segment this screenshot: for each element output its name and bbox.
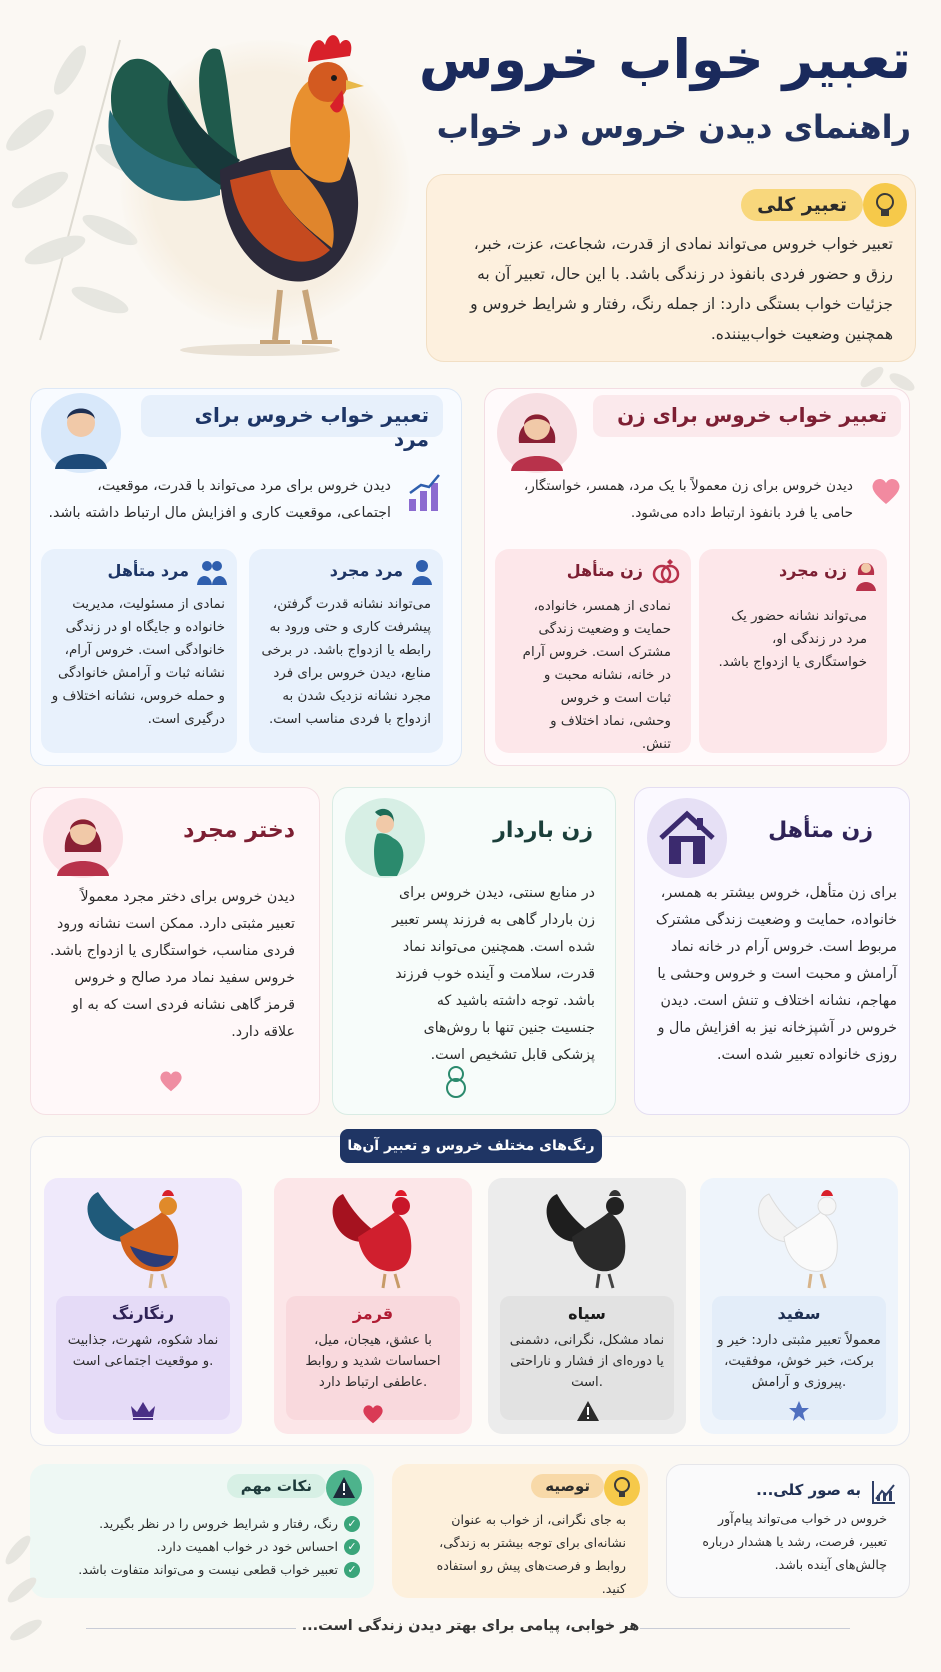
single-girl-title: دختر مجرد bbox=[183, 818, 295, 843]
man-intro: دیدن خروس برای مرد می‌تواند با قدرت، موقعیت، اجتماعی، موقعیت کاری و افزایش مال ارتباط داشته باشد. bbox=[48, 478, 391, 521]
single-girl-text: دیدن خروس برای دختر مجرد معمولاً تعبیر مثبتی دارد. ممکن است نشانه ورود فردی مناسب، خواستگاری یا ازدواج باشد. خروس سفید نماد مرد صالح و خروس قرمز گاهی نشانه فردی است که به او علاقه دارد. bbox=[50, 889, 295, 1040]
notes-list bbox=[48, 1512, 360, 1581]
man-title: تعبیر خواب خروس برای مرد bbox=[194, 403, 429, 451]
man-single-text: می‌تواند نشانه قدرت گرفتن، پیشرفت کاری و حتی ورود به رابطه یا ازدواج باشد. در برخی منابع، دیدن خروس برای فرد مجرد نشانه نزدیک شدن به ازدواج با فردی مناسب است. bbox=[261, 597, 431, 727]
white-rooster-image bbox=[739, 1182, 859, 1292]
chart-icon bbox=[871, 1479, 897, 1509]
summary-text: خروس در خواب می‌تواند پیام‌آور تعبیر، فرصت، رشد یا هشدار درباره چالش‌های آینده باشد. bbox=[702, 1511, 887, 1572]
general-label: تعبیر کلی bbox=[741, 189, 863, 221]
color-text-black: نماد مشکل، نگرانی، دشمنی یا دوره‌ای از فشار و ناراحتی است. bbox=[509, 1333, 665, 1390]
note-item: ✓ رنگ، رفتار و شرایط خروس را در نظر بگیرید. bbox=[48, 1512, 360, 1535]
heart-icon bbox=[871, 477, 901, 509]
woman-title: تعبیر خواب خروس برای زن bbox=[617, 403, 887, 427]
pregnant-avatar bbox=[345, 798, 425, 878]
color-card-black bbox=[488, 1178, 686, 1434]
advice-card bbox=[392, 1464, 648, 1598]
notes-title: نکات مهم bbox=[227, 1474, 326, 1498]
warning-icon bbox=[576, 1400, 600, 1426]
general-text: تعبیر خواب خروس می‌تواند نمادی از قدرت، شجاعت، عزت، خبر، رزق و حضور فردی بانفوذ در زندگی باشد. با این حال، تعبیر آن به جزئیات خواب بستگی دارد: از جمله رنگ، رفتار و شرایط خروس و همچنین وضعیت خواب‌بیننده. bbox=[470, 235, 893, 343]
married-woman-text: برای زن متأهل، خروس بیشتر به همسر، خانواده، حمایت و وضعیت زندگی مشترک مربوط است. خروس آرام در خانه نماد آرامش و محبت است و خروس وحشی یا مهاجم، نشانه اختلاف و تنش است. دیدن خروس در آشپزخانه نیز به افزایش مال و روزی خانواده تعبیر شده است. bbox=[655, 885, 897, 1063]
color-text-colorful: نماد شکوه، شهرت، جذابیت و موقعیت اجتماعی است. bbox=[67, 1333, 219, 1369]
growth-chart-icon bbox=[407, 473, 441, 517]
man-married-title: مرد متأهل bbox=[107, 561, 189, 580]
woman-single-title: زن مجرد bbox=[778, 561, 847, 580]
notes-card bbox=[30, 1464, 374, 1598]
color-card-red bbox=[274, 1178, 472, 1434]
color-text-white: معمولاً تعبیر مثبتی دارد: خیر و برکت، خبر خوش، موفقیت، پیروزی و آرامش. bbox=[717, 1333, 881, 1390]
person-icon bbox=[411, 559, 433, 589]
note-item: ✓ تعبیر خواب قطعی نیست و می‌تواند متفاوت باشد. bbox=[48, 1558, 360, 1581]
crown-icon bbox=[130, 1400, 156, 1424]
lightbulb-icon bbox=[863, 183, 907, 227]
rooster-illustration bbox=[70, 20, 400, 360]
people-icon bbox=[197, 559, 227, 589]
check-icon: ✓ bbox=[344, 1539, 360, 1555]
man-card bbox=[30, 388, 462, 766]
leaf-decoration-bottom bbox=[0, 1520, 60, 1670]
woman-married-title: زن متأهل bbox=[566, 561, 643, 580]
woman-intro: دیدن خروس برای زن معمولاً با یک مرد، همسر، خواستگار، حامی یا فرد بانفوذ ارتباط داده می‌شود. bbox=[523, 478, 853, 521]
baby-icon bbox=[443, 1066, 469, 1102]
color-card-white bbox=[700, 1178, 898, 1434]
color-name-black: سیاه bbox=[568, 1304, 606, 1323]
man-married-card bbox=[41, 549, 237, 753]
man-avatar bbox=[41, 393, 121, 473]
woman-avatar bbox=[497, 393, 577, 473]
heart-icon bbox=[159, 1070, 183, 1096]
woman-card bbox=[484, 388, 910, 766]
single-girl-card bbox=[30, 787, 320, 1115]
warning-icon bbox=[326, 1470, 362, 1506]
summary-title: به صور کلی... bbox=[756, 1481, 861, 1499]
girl-avatar bbox=[43, 798, 123, 878]
star-icon bbox=[788, 1400, 810, 1426]
pregnant-card bbox=[332, 787, 616, 1115]
pregnant-title: زن باردار bbox=[493, 818, 593, 843]
lightbulb-icon bbox=[604, 1470, 640, 1506]
color-text-red: با عشق، هیجان، میل، احساسات شدید و روابط عاطفی ارتباط دارد. bbox=[305, 1333, 441, 1390]
check-icon: ✓ bbox=[344, 1562, 360, 1578]
color-name-colorful: رنگارنگ bbox=[111, 1304, 175, 1323]
red-rooster-image bbox=[313, 1182, 433, 1292]
general-card bbox=[426, 174, 916, 362]
color-name-red: قرمز bbox=[352, 1304, 394, 1323]
advice-title: توصیه bbox=[531, 1474, 604, 1498]
note-item: ✓ احساس خود در خواب اهمیت دارد. bbox=[48, 1535, 360, 1558]
page-subtitle: راهنمای دیدن خروس در خواب bbox=[436, 108, 911, 146]
man-single-card bbox=[249, 549, 443, 753]
heart-icon bbox=[362, 1404, 384, 1428]
man-married-text: نمادی از مسئولیت، مدیریت خانواده و جایگاه او در زندگی خانوادگی است. خروس آرام، نشانه ثبات و آرامش خانوادگی و حمله خروس، نشانه اختلاف و درگیری است. bbox=[51, 597, 225, 727]
man-single-title: مرد مجرد bbox=[329, 561, 403, 580]
color-card-colorful bbox=[44, 1178, 242, 1434]
woman-married-text: نمادی از همسر، خانواده، حمایت و وضعیت زندگی مشترک است. خروس آرام در خانه، نشانه محبت و ثبات است و خروس وحشی، نماد اختلاف و تنش. bbox=[522, 599, 671, 752]
pregnant-text: در منابع سنتی، دیدن خروس برای زن باردار گاهی به فرزند پسر تعبیر شده است. همچنین می‌تواند نماد قدرت، سلامت و آینده خوب فرزند باشد. توجه داشته باشید که جنسیت جنین تنها با روش‌های پزشکی قابل تشخیص است. bbox=[392, 885, 595, 1063]
married-woman-card bbox=[634, 787, 910, 1115]
woman-married-card bbox=[495, 549, 691, 753]
woman-single-text: می‌تواند نشانه حضور یک مرد در زندگی او، خواستگاری یا ازدواج باشد. bbox=[718, 609, 867, 670]
page-title: تعبیر خواب خروس bbox=[418, 28, 911, 91]
black-rooster-image bbox=[527, 1182, 647, 1292]
colorful-rooster-image bbox=[70, 1182, 210, 1292]
footer-text: هر خوابی، پیامی برای بهتر دیدن زندگی است... bbox=[301, 1618, 640, 1634]
advice-text: به جای نگرانی، از خواب به عنوان نشانه‌ای برای توجه بیشتر به زندگی، روابط و فرصت‌های پیش رو استفاده کنید. bbox=[436, 1512, 626, 1596]
color-name-white: سفید bbox=[777, 1304, 821, 1323]
woman-single-card bbox=[699, 549, 887, 753]
married-woman-title: زن متأهل bbox=[768, 818, 873, 843]
check-icon: ✓ bbox=[344, 1516, 360, 1532]
summary-card bbox=[666, 1464, 910, 1598]
colors-title: رنگ‌های مختلف خروس و تعبیر آن‌ها bbox=[340, 1129, 602, 1163]
woman-icon bbox=[855, 557, 877, 595]
home-avatar bbox=[647, 798, 727, 878]
rings-icon bbox=[651, 559, 681, 589]
